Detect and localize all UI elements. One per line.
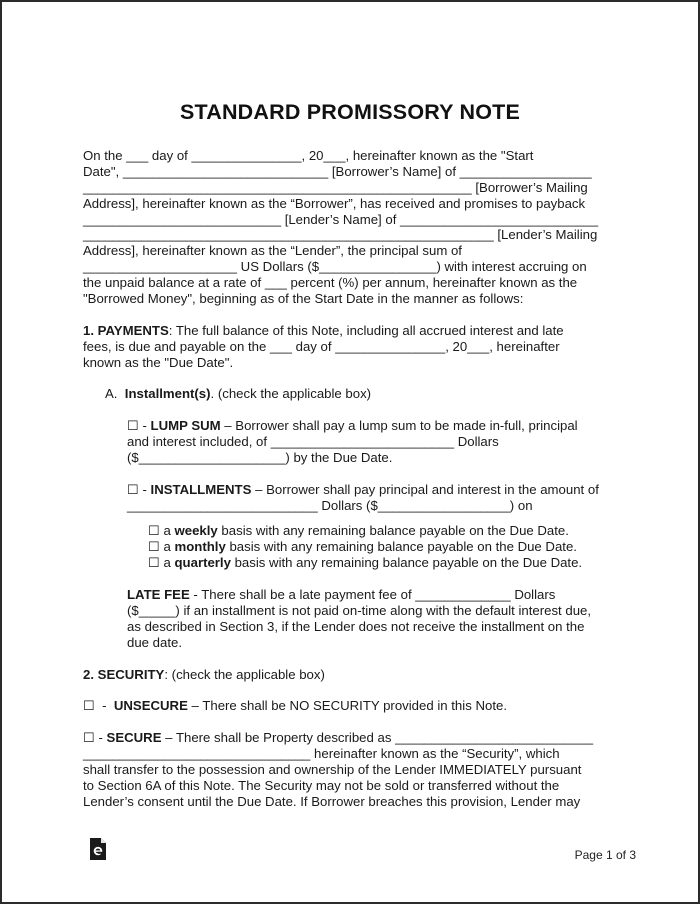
- installments-subheading: [83, 386, 623, 402]
- installments-line: [127, 482, 623, 498]
- document-body: [83, 148, 623, 810]
- unsecure-checkbox[interactable]: ☐ -: [83, 698, 114, 714]
- security-text: : (check the applicable box): [164, 666, 325, 682]
- secure-line: _______________________________ hereinafter known as the “Security”, which: [83, 745, 560, 761]
- intro-line: ___________________________ [Lender’s Name] of ___________________________: [83, 211, 599, 227]
- late-fee-line: ($_____) if an installment is not paid on-time along with the default interest due,: [127, 602, 592, 618]
- secure-heading: SECURE: [106, 730, 162, 746]
- secure-line: to Section 6A of this Note. The Security may not be sold or transferred without the: [83, 777, 560, 793]
- lump-sum-heading: LUMP SUM: [150, 418, 221, 434]
- lump-sum-line: ($____________________) by the Due Date.: [127, 449, 393, 465]
- quarterly-word: quarterly: [174, 555, 231, 571]
- unsecure-option: [83, 698, 623, 714]
- installments-option: [83, 482, 623, 514]
- intro-line: On the ___ day of _______________, 20___, hereinafter known as the "Start: [83, 148, 534, 163]
- frequency-weekly: [148, 523, 623, 539]
- late-fee-heading: LATE FEE: [127, 587, 190, 603]
- late-fee-line: [127, 587, 623, 603]
- installments-text: . (check the applicable box): [210, 386, 372, 402]
- secure-line: shall transfer to the possession and ownership of the Lender IMMEDIATELY pursuant: [83, 761, 582, 777]
- page-number: Page 1 of 3: [574, 848, 636, 862]
- installments-option-heading: INSTALLMENTS: [150, 481, 252, 497]
- intro-line: Address], hereinafter known as the “Borrower”, has received and promises to payback: [83, 195, 586, 211]
- installments-option-text: – Borrower shall pay principal and interest in the amount of: [251, 481, 599, 497]
- unsecure-text: – There shall be NO SECURITY provided in this Note.: [187, 698, 507, 714]
- monthly-checkbox[interactable]: ☐ a: [148, 539, 175, 555]
- installments-heading: Installment(s): [124, 386, 211, 402]
- security-heading: 2. SECURITY: [83, 666, 165, 682]
- payments-heading: 1. PAYMENTS: [83, 322, 169, 338]
- monthly-text: basis with any remaining balance payable on the Due Date.: [225, 539, 577, 555]
- eforms-logo-icon: [90, 838, 106, 860]
- payments-line: [83, 323, 623, 339]
- payments-line: known as the "Due Date".: [83, 354, 234, 370]
- late-fee-section: [83, 587, 623, 651]
- intro-line: ________________________________________________________ [Lender’s Mailing: [83, 227, 598, 243]
- lump-sum-checkbox[interactable]: ☐ -: [127, 418, 151, 434]
- subsection-letter: A.: [105, 386, 125, 402]
- intro-line: the unpaid balance at a rate of ___ percent (%) per annum, hereinafter known as the: [83, 275, 578, 291]
- installments-checkbox[interactable]: ☐ -: [127, 481, 151, 497]
- intro-line: Address], hereinafter known as the “Lender”, the principal sum of: [83, 243, 462, 259]
- weekly-text: basis with any remaining balance payable on the Due Date.: [217, 523, 569, 539]
- weekly-checkbox[interactable]: ☐ a: [148, 523, 175, 539]
- document-title: STANDARD PROMISSORY NOTE: [179, 100, 521, 124]
- quarterly-text: basis with any remaining balance payable on the Due Date.: [230, 555, 583, 571]
- secure-option: [83, 730, 623, 809]
- late-fee-text: - There shall be a late payment fee of _____________ Dollars: [189, 587, 556, 603]
- intro-line: "Borrowed Money", beginning as of the Start Date in the manner as follows:: [83, 291, 524, 307]
- payments-section: [83, 323, 623, 371]
- unsecure-heading: UNSECURE: [113, 698, 188, 714]
- secure-checkbox[interactable]: ☐ -: [83, 730, 107, 746]
- lump-sum-line: and interest included, of _________________________ Dollars: [127, 434, 499, 450]
- late-fee-line: due date.: [127, 634, 182, 650]
- late-fee-line: as described in Section 3, if the Lender does not receive the installment on the: [127, 618, 585, 634]
- secure-text: – There shall be Property described as ___________________________: [161, 730, 594, 746]
- secure-line: [83, 730, 623, 746]
- frequency-monthly: [148, 539, 623, 555]
- lump-sum-option: [83, 418, 623, 466]
- frequency-options: [83, 523, 623, 571]
- document-page: [2, 2, 698, 902]
- lump-sum-line: [127, 418, 623, 434]
- intro-line: _____________________ US Dollars ($________________) with interest accruing on: [83, 259, 587, 275]
- lump-sum-text: – Borrower shall pay a lump sum to be made in-full, principal: [220, 418, 578, 434]
- intro-line: _____________________________________________________ [Borrower’s Mailing: [83, 179, 588, 195]
- payments-line: fees, is due and payable on the ___ day of _______________, 20___, hereinafter: [83, 338, 560, 354]
- intro-line: Date", ____________________________ [Borrower’s Name] of __________________: [83, 163, 592, 179]
- payments-text: : The full balance of this Note, including all accrued interest and late: [168, 322, 564, 338]
- quarterly-checkbox[interactable]: ☐ a: [148, 555, 175, 571]
- secure-line: Lender’s consent until the Due Date. If Borrower breaches this provision, Lender may: [83, 793, 581, 809]
- installments-line: __________________________ Dollars ($__________________) on: [127, 497, 533, 513]
- weekly-word: weekly: [174, 523, 218, 539]
- frequency-quarterly: [148, 555, 623, 571]
- security-heading-line: [83, 667, 623, 683]
- monthly-word: monthly: [174, 539, 226, 555]
- intro-paragraph: [83, 148, 623, 307]
